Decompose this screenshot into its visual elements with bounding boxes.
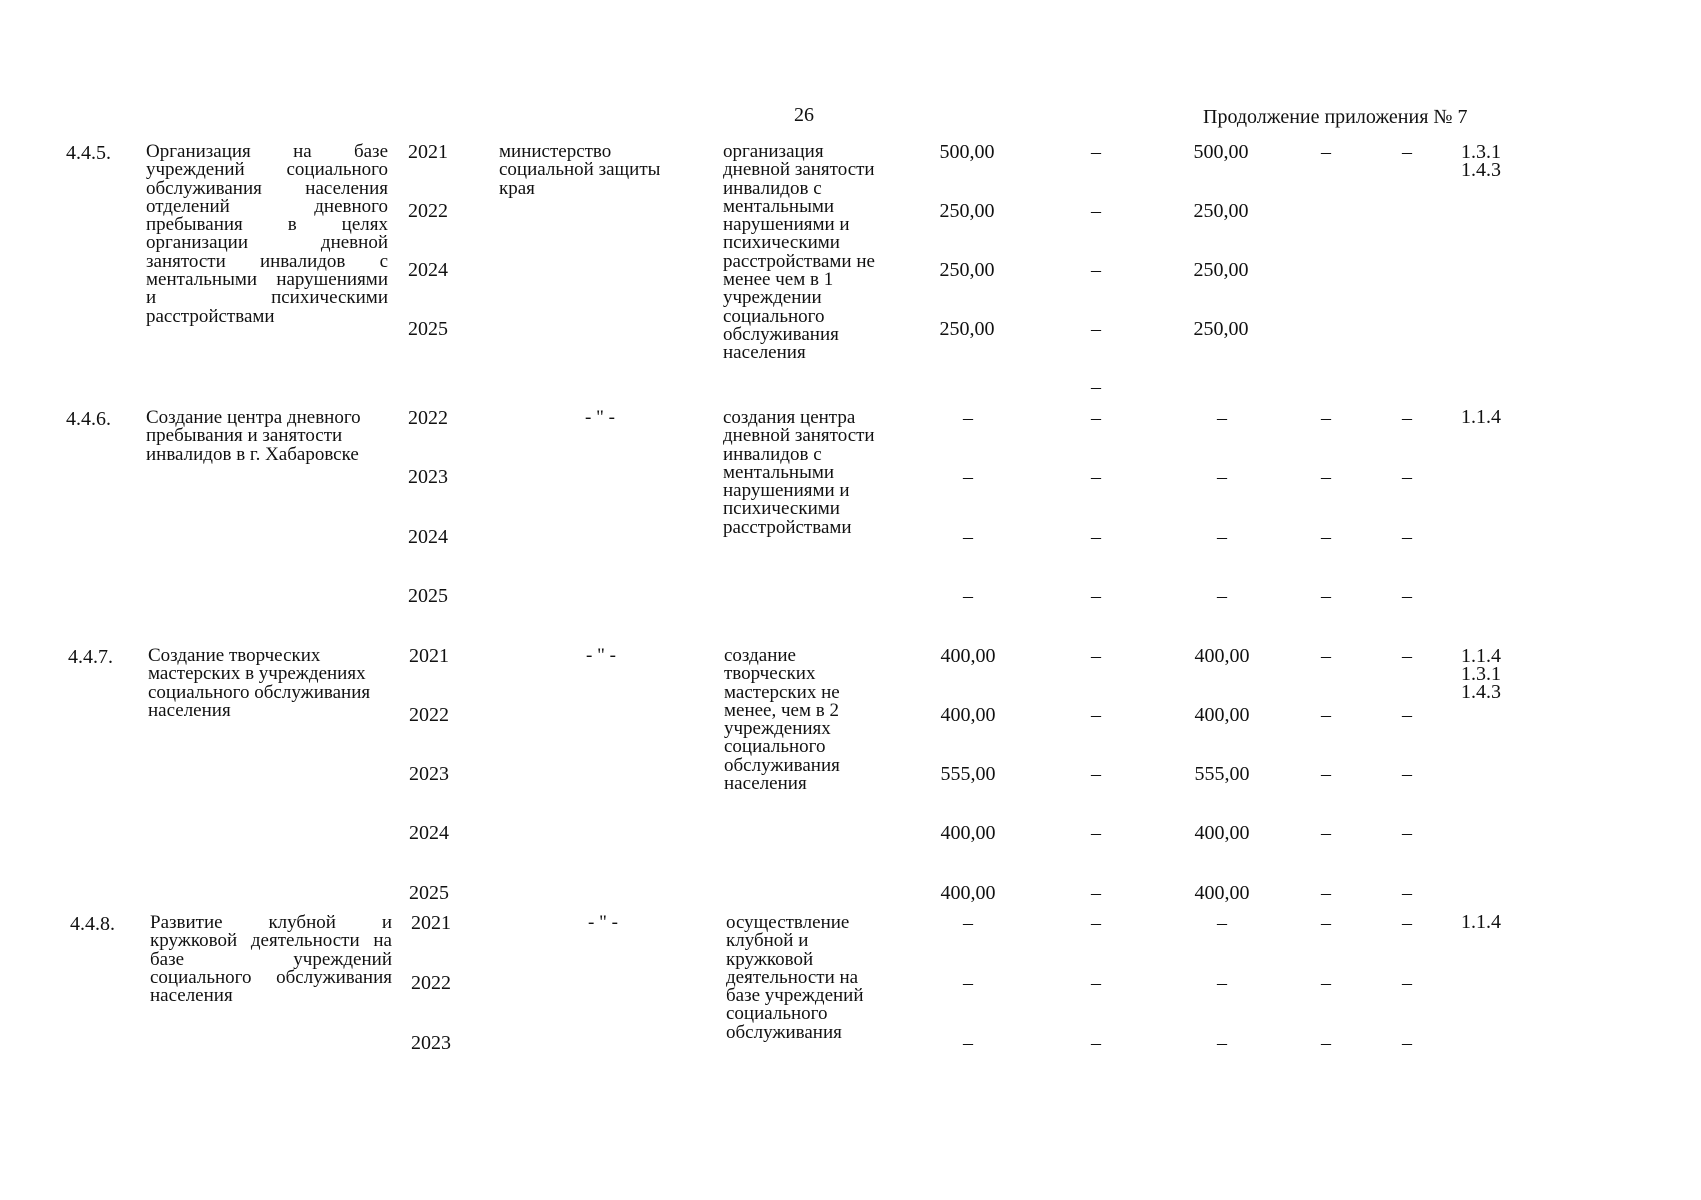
year-cell: 2022 xyxy=(409,704,449,726)
row-id: 4.4.7. xyxy=(68,646,113,668)
col3-cell: – xyxy=(1217,585,1227,607)
total-cell: 250,00 xyxy=(939,259,995,281)
total-cell: – xyxy=(963,585,973,607)
row-executor: - " - xyxy=(588,912,618,933)
row-result: осуществление клубной и кружковой деятельности на базе учреждений социального обслуживания xyxy=(726,912,864,1043)
col2-cell: – xyxy=(1091,972,1101,994)
col4-cell: – xyxy=(1321,822,1331,844)
col3-cell: 250,00 xyxy=(1193,318,1249,340)
col4-cell: – xyxy=(1321,704,1331,726)
year-cell: 2022 xyxy=(408,200,448,222)
row-codes: 1.1.4 xyxy=(1461,911,1501,933)
col2-cell: – xyxy=(1091,141,1101,163)
col2-cell: – xyxy=(1091,763,1101,785)
col4-cell: – xyxy=(1321,912,1331,934)
row-executor: - " - xyxy=(586,645,616,666)
col4-cell: – xyxy=(1321,407,1331,429)
col5-cell: – xyxy=(1402,466,1412,488)
col3-cell: 400,00 xyxy=(1194,645,1250,667)
year-cell: 2021 xyxy=(409,645,449,667)
year-cell: 2023 xyxy=(411,1032,451,1054)
col2-cell: – xyxy=(1091,822,1101,844)
row-result: организация дневной занятости инвалидов с ментальными нарушениями и психическими расстройствами не менее чем в 1 учреждении социального обслуживания населения xyxy=(723,141,875,364)
col3-cell: 400,00 xyxy=(1194,822,1250,844)
year-cell: 2023 xyxy=(409,763,449,785)
col2-cell: – xyxy=(1091,1032,1101,1054)
row-executor: - " - xyxy=(585,407,615,428)
row-name: Создание центра дневного пребывания и занятости инвалидов в г. Хабаровске xyxy=(146,407,361,465)
row-id: 4.4.8. xyxy=(70,913,115,935)
col5-cell: – xyxy=(1402,526,1412,548)
total-cell: 400,00 xyxy=(940,645,996,667)
col3-cell: – xyxy=(1217,1032,1227,1054)
total-cell: 250,00 xyxy=(939,200,995,222)
col4-cell: – xyxy=(1321,141,1331,163)
col3-cell: 400,00 xyxy=(1194,882,1250,904)
year-cell: 2022 xyxy=(411,972,451,994)
col3-cell: – xyxy=(1217,466,1227,488)
col5-cell: – xyxy=(1402,1032,1412,1054)
col4-cell: – xyxy=(1321,763,1331,785)
total-cell: – xyxy=(963,466,973,488)
year-cell: 2024 xyxy=(408,526,448,548)
col3-cell: 250,00 xyxy=(1193,259,1249,281)
total-cell: 400,00 xyxy=(940,822,996,844)
col5-cell: – xyxy=(1402,763,1412,785)
col2-cell: – xyxy=(1091,882,1101,904)
col2-cell: – xyxy=(1091,407,1101,429)
row-codes: 1.1.4 1.3.1 1.4.3 xyxy=(1461,645,1501,703)
col5-cell: – xyxy=(1402,704,1412,726)
col5-cell: – xyxy=(1402,407,1412,429)
col3-cell: 250,00 xyxy=(1193,200,1249,222)
row-codes: 1.1.4 xyxy=(1461,406,1501,428)
row-id: 4.4.6. xyxy=(66,408,111,430)
col3-cell: – xyxy=(1217,407,1227,429)
total-cell: 250,00 xyxy=(939,318,995,340)
year-cell: 2021 xyxy=(411,912,451,934)
col4-cell: – xyxy=(1321,526,1331,548)
row-name: Создание творческих мастерских в учреждениях социального обслуживания населения xyxy=(148,645,371,721)
total-cell: 400,00 xyxy=(940,704,996,726)
col2-cell: – xyxy=(1091,200,1101,222)
col4-cell: – xyxy=(1321,466,1331,488)
col2-cell: – xyxy=(1091,912,1101,934)
page-number: 26 xyxy=(794,104,814,126)
year-cell: 2024 xyxy=(409,822,449,844)
col2-cell: – xyxy=(1091,466,1101,488)
row-result: создание творческих мастерских не менее, чем в 2 учреждениях социального обслуживания населения xyxy=(724,645,840,795)
continuation-note: Продолжение приложения № 7 xyxy=(1203,106,1468,128)
col3-cell: 500,00 xyxy=(1193,141,1249,163)
total-cell: 555,00 xyxy=(940,763,996,785)
col3-cell: – xyxy=(1217,912,1227,934)
total-cell: 500,00 xyxy=(939,141,995,163)
col5-cell: – xyxy=(1402,882,1412,904)
col3-cell: – xyxy=(1217,526,1227,548)
col4-cell: – xyxy=(1321,585,1331,607)
col2-cell: – xyxy=(1091,259,1101,281)
total-cell: 400,00 xyxy=(940,882,996,904)
total-cell: – xyxy=(963,972,973,994)
col5-cell: – xyxy=(1402,912,1412,934)
row-result: создания центра дневной занятости инвалидов с ментальными нарушениями и психическими расстройствами xyxy=(723,407,875,538)
col5-cell: – xyxy=(1402,585,1412,607)
col5-cell: – xyxy=(1402,141,1412,163)
col2-cell: – xyxy=(1091,585,1101,607)
year-cell: 2022 xyxy=(408,407,448,429)
col3-cell: 400,00 xyxy=(1194,704,1250,726)
year-cell: 2025 xyxy=(408,318,448,340)
col4-cell: – xyxy=(1321,882,1331,904)
col2-cell: – xyxy=(1091,318,1101,340)
total-cell: – xyxy=(963,407,973,429)
row-name: Организация на базе учреждений социального обслуживания населения отделений дневного пребывания в целях организации дневной занятости инвалидов с ментальными нарушениями и психическими расстройствами xyxy=(146,141,388,327)
col3-cell: – xyxy=(1217,972,1227,994)
col5-cell: – xyxy=(1402,822,1412,844)
extra-dash: – xyxy=(1091,376,1101,398)
col3-cell: 555,00 xyxy=(1194,763,1250,785)
col5-cell: – xyxy=(1402,645,1412,667)
col4-cell: – xyxy=(1321,645,1331,667)
col2-cell: – xyxy=(1091,704,1101,726)
col5-cell: – xyxy=(1402,972,1412,994)
year-cell: 2023 xyxy=(408,466,448,488)
row-executor: министерство социальной защиты края xyxy=(499,141,661,199)
col4-cell: – xyxy=(1321,972,1331,994)
year-cell: 2024 xyxy=(408,259,448,281)
year-cell: 2025 xyxy=(408,585,448,607)
year-cell: 2025 xyxy=(409,882,449,904)
total-cell: – xyxy=(963,1032,973,1054)
total-cell: – xyxy=(963,526,973,548)
row-codes: 1.3.1 1.4.3 xyxy=(1461,141,1501,181)
total-cell: – xyxy=(963,912,973,934)
row-id: 4.4.5. xyxy=(66,142,111,164)
col2-cell: – xyxy=(1091,526,1101,548)
row-name: Развитие клубной и кружковой деятельности на базе учреждений социального обслуживания населения xyxy=(150,912,392,1007)
col2-cell: – xyxy=(1091,645,1101,667)
col4-cell: – xyxy=(1321,1032,1331,1054)
year-cell: 2021 xyxy=(408,141,448,163)
